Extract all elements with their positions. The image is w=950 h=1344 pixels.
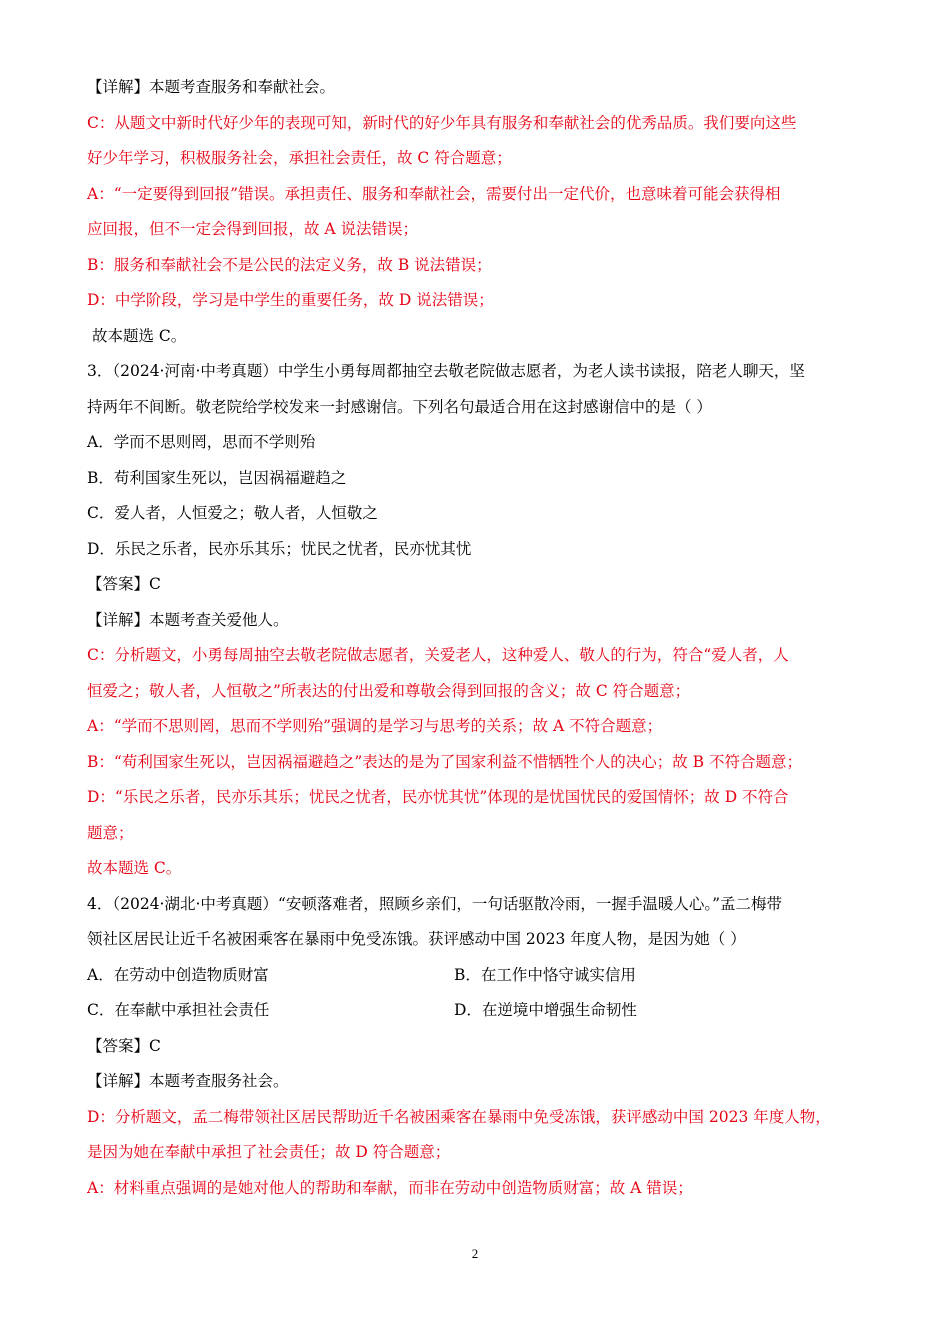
explanation-line: A：“一定要得到回报”错误。承担责任、服务和奉献社会，需要付出一定代价，也意味着可能会获得相 [87,184,781,203]
explanation-line: D：分析题文，孟二梅带领社区居民帮助近千名被困乘客在暴雨中免受冻饿，获评感动中国 2023 年度人物， [87,1107,831,1126]
conclusion-line: 故本题选 C。 [87,859,182,877]
explanation-line: 恒爱之；敬人者，人恒敬之”所表达的付出爱和尊敬会得到回报的含义；故 C 符合题意； [87,681,691,700]
options-row [87,993,867,1029]
question-stem: 4．（2024·湖北·中考真题）“安顿落难者，照顾乡亲们，一句话驱散冷雨，一握手温暖人心。”孟二梅带 [87,894,783,913]
explanation-line: 题意； [87,823,134,842]
explanation-line: 应回报，但不一定会得到回报，故 A 说法错误； [87,220,419,238]
explanation-line: B：“苟利国家生死以，岂因祸福避趋之”表达的是为了国家利益不惜牺牲个人的决心；故 B 不符合题意； [87,752,802,771]
explanation-line: C：分析题文，小勇每周抽空去敬老院做志愿者，关爱老人，这种爱人、敬人的行为，符合“爱人者，人 [87,646,789,664]
detail-heading: 【详解】本题考查关爱他人。 [87,610,289,629]
option-c: C．爱人者，人恒爱之；敬人者，人恒敬之 [87,504,378,522]
explanation-line: C：从题文中新时代好少年的表现可知，新时代的好少年具有服务和奉献社会的优秀品质。我们要向这些 [87,113,797,132]
page-number: 2 [471,1246,479,1261]
question-stem: 3．（2024·河南·中考真题）中学生小勇每周都抽空去敬老院做志愿者，为老人读书读报，陪老人聊天，坚 [87,362,805,380]
conclusion-line: 故本题选 C。 [92,326,187,345]
option-b: B．苟利国家生死以，岂因祸福避趋之 [87,468,347,487]
explanation-line: D：“乐民之乐者，民亦乐其乐；忧民之忧者，民亦忧其忧”体现的是忧国忧民的爱国情怀；故 D 不符合 [87,788,789,806]
option-b: B．在工作中恪守诚实信用 [454,965,636,984]
explanation-line: A：材料重点强调的是她对他人的帮助和奉献，而非在劳动中创造物质财富；故 A 错误； [87,1178,693,1197]
options-row [87,958,867,994]
option-d: D．在逆境中增强生命韧性 [454,1001,637,1019]
answer-line: 【答案】C [87,1036,161,1055]
question-stem: 持两年不间断。敬老院给学校发来一封感谢信。下列名句最适合用在这封感谢信中的是（ ） [87,397,712,416]
page-content [87,70,867,1206]
question-stem: 领社区居民让近千名被困乘客在暴雨中免受冻饿。获评感动中国 2023 年度人物，是因为她（ ） [87,930,746,948]
detail-heading: 【详解】本题考查服务社会。 [87,1072,289,1090]
detail-heading: 【详解】本题考查服务和奉献社会。 [87,78,336,96]
explanation-line: D：中学阶段，学习是中学生的重要任务，故 D 说法错误； [87,291,494,309]
answer-line: 【答案】C [87,575,161,593]
option-d: D．乐民之乐者，民亦乐其乐；忧民之忧者，民亦忧其忧 [87,539,472,558]
explanation-line: 好少年学习，积极服务社会，承担社会责任，故 C 符合题意； [87,149,512,167]
explanation-line: 是因为她在奉献中承担了社会责任；故 D 符合题意； [87,1143,451,1161]
option-a: A．学而不思则罔，思而不学则殆 [87,433,316,451]
explanation-line: A：“学而不思则罔，思而不学则殆”强调的是学习与思考的关系；故 A 不符合题意； [87,717,663,735]
explanation-line: B：服务和奉献社会不是公民的法定义务，故 B 说法错误； [87,255,492,274]
option-c: C．在奉献中承担社会责任 [87,1001,270,1019]
option-a: A．在劳动中创造物质财富 [87,965,269,984]
